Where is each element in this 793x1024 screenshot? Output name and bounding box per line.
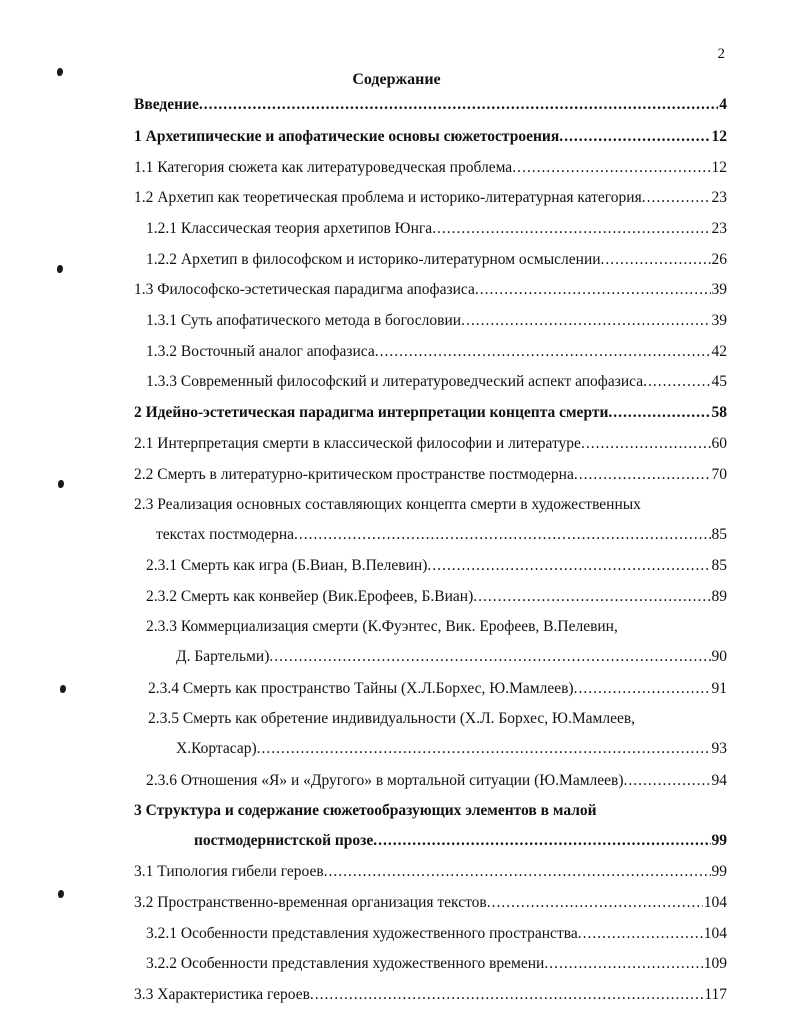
toc-entry-title: 3.2.2 Особенности представления художественного времени (146, 955, 545, 972)
toc-entry-title: 3.2 Пространственно-временная организация текстов (134, 894, 487, 911)
toc-page-number: 91 (711, 680, 727, 697)
dot-leader (574, 465, 711, 485)
toc-entry-title: 2.3.5 Смерть как обретение индивидуальности (Х.Л. Борхес, Ю.Мамлеев, (148, 710, 636, 727)
toc-entry-title: 2.3 Реализация основных составляющих концепта смерти в художественных (134, 496, 641, 513)
toc-page-number: 85 (711, 526, 727, 543)
toc-entry-title: 1.2 Архетип как теоретическая проблема и историко-литературная категория (134, 189, 642, 206)
toc-entry-title: 2.2 Смерть в литературно-критическом пространстве постмодерна (134, 466, 574, 483)
toc-entry-title: 1.1 Категория сюжета как литературоведческая проблема (134, 159, 513, 176)
punch-mark (60, 685, 66, 693)
dot-leader (373, 831, 710, 851)
toc-page-number: 12 (711, 128, 727, 145)
dot-leader (269, 647, 710, 667)
toc-entry-title: 1.2.1 Классическая теория архетипов Юнга (146, 220, 433, 237)
toc-entry-title: текстах постмодерна (156, 526, 295, 543)
toc-page-number: 42 (711, 343, 727, 360)
dot-leader (324, 862, 711, 882)
dot-leader (487, 893, 703, 913)
toc-page-number: 93 (711, 740, 727, 757)
dot-leader (310, 985, 703, 1005)
dot-leader (574, 679, 711, 699)
dot-leader (642, 188, 711, 208)
page-number: 2 (717, 46, 725, 62)
toc-page-number: 70 (711, 466, 727, 483)
dot-leader (512, 158, 710, 178)
toc-entry-title: 3.2.1 Особенности представления художественного пространства (146, 925, 578, 942)
toc-page-number: 39 (711, 312, 727, 329)
dot-leader (624, 771, 711, 791)
dot-leader (427, 556, 710, 576)
toc-page-number: 104 (703, 925, 727, 942)
punch-mark (58, 890, 64, 898)
toc-page-number: 58 (711, 404, 727, 421)
toc-entry-title: 2.3.4 Смерть как пространство Тайны (Х.Л.Борхес, Ю.Мамлеев) (148, 680, 574, 697)
dot-leader (257, 739, 711, 759)
dot-leader (432, 219, 710, 239)
toc-entry-title: 2.3.1 Смерть как игра (Б.Виан, В.Пелевин) (146, 557, 428, 574)
dot-leader (294, 525, 710, 545)
toc-page-number: 23 (711, 189, 727, 206)
toc-entry-title: 2.3.3 Коммерциализация смерти (К.Фуэнтес, Вик. Ерофеев, В.Пелевин, (146, 618, 618, 635)
toc-page-number: 94 (711, 772, 727, 789)
toc-entry-title: 1.3.1 Суть апофатического метода в богословии (146, 312, 462, 329)
toc-entry-title: 3.1 Типология гибели героев (134, 863, 324, 880)
toc-page-number: 23 (711, 220, 727, 237)
toc-page-number: 117 (704, 986, 727, 1003)
toc-entry-title: 1.3.3 Современный философский и литературоведческий аспект апофазиса (146, 373, 644, 390)
toc-entry-title: 3 Структура и содержание сюжетообразующих элементов в малой (134, 802, 597, 819)
toc-page-number: 99 (711, 832, 727, 849)
toc-page-number: 45 (711, 373, 727, 390)
page-title: Содержание (352, 71, 441, 88)
dot-leader (461, 311, 710, 331)
toc-page-number: 12 (711, 159, 727, 176)
toc-entry-title: Введение (134, 96, 199, 113)
toc-entry-title: 1 Архетипические и апофатические основы сюжетостроения (134, 128, 560, 145)
dot-leader (601, 250, 711, 270)
dot-leader (559, 127, 710, 147)
toc-entry-title: Д. Бартельми) (176, 648, 270, 665)
dot-leader (581, 434, 711, 454)
toc-entry-title: Х.Кортасар) (176, 740, 257, 757)
toc-page-number: 90 (711, 648, 727, 665)
toc-page-number: 4 (719, 96, 727, 113)
toc-entry-title: 3.3 Характеристика героев (134, 986, 310, 1003)
toc-page-number: 109 (703, 955, 727, 972)
toc-entry-title: 2 Идейно-эстетическая парадигма интерпретации концепта смерти (134, 404, 609, 421)
toc-page-number: 99 (711, 863, 727, 880)
dot-leader (473, 587, 710, 607)
punch-mark (58, 480, 64, 488)
toc-page-number: 26 (711, 251, 727, 268)
dot-leader (475, 280, 711, 300)
toc-page-number: 85 (711, 557, 727, 574)
toc-entry-title: 2.3.2 Смерть как конвейер (Вик.Ерофеев, Б.Виан) (146, 588, 474, 605)
toc-entry-title: 1.3 Философско-эстетическая парадигма апофазиса (134, 281, 475, 298)
toc-page-number: 104 (703, 894, 727, 911)
toc-page-number: 89 (711, 588, 727, 605)
dot-leader (375, 342, 711, 362)
toc-entry-title: постмодернистской прозе (194, 832, 374, 849)
toc-entry-title: 2.3.6 Отношения «Я» и «Другого» в мортальной ситуации (Ю.Мамлеев) (146, 772, 624, 789)
dot-leader (199, 95, 718, 115)
toc-page-number: 60 (711, 435, 727, 452)
toc-page-number: 39 (711, 281, 727, 298)
dot-leader (578, 924, 703, 944)
dot-leader (643, 372, 710, 392)
dot-leader (608, 403, 710, 423)
toc-entry-title: 1.3.2 Восточный аналог апофазиса (146, 343, 375, 360)
dot-leader (544, 954, 702, 974)
punch-mark (57, 265, 63, 273)
toc-entry-title: 2.1 Интерпретация смерти в классической философии и литературе (134, 435, 581, 452)
toc-entry-title: 1.2.2 Архетип в философском и историко-литературном осмыслении (146, 251, 601, 268)
